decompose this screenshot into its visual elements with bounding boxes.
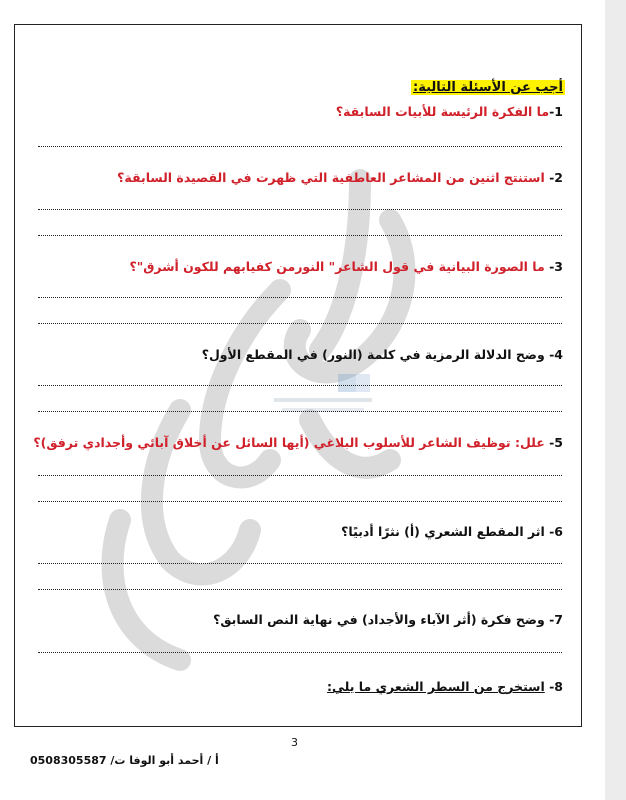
teacher-contact-footer: أ / أحمد أبو الوفا ت/ 0508305587 (30, 754, 219, 767)
question-2 (117, 170, 563, 185)
question-3 (129, 259, 563, 274)
question-7-text: وضح فكرة (أثر الآباء والأجداد) في نهاية النص السابق؟ (213, 612, 545, 627)
answer-line[interactable] (38, 589, 562, 590)
question-1 (336, 104, 563, 119)
question-8-text: استخرج من السطر الشعري ما يلي: (327, 679, 545, 694)
question-2-number: 2- (544, 170, 563, 185)
answer-line[interactable] (38, 563, 562, 564)
page-number: 3 (291, 736, 298, 749)
question-8-number: 8- (544, 679, 563, 694)
question-4-number: 4- (544, 347, 563, 362)
question-3-number: 3- (544, 259, 563, 274)
question-3-text: ما الصورة البيانية في قول الشاعر" النورمن كفيابهم للكون أشرق"؟ (129, 259, 545, 274)
faded-logo (268, 372, 378, 420)
answer-line[interactable] (38, 385, 562, 386)
question-7-number: 7- (544, 612, 563, 627)
answer-line[interactable] (38, 297, 562, 298)
question-4 (202, 347, 563, 362)
question-6-number: 6- (544, 524, 563, 539)
question-7 (213, 612, 563, 627)
answer-line[interactable] (38, 146, 562, 147)
question-8 (327, 679, 563, 694)
question-5-number: 5- (544, 435, 563, 450)
question-2-text: استنتج اثنين من المشاعر العاطفية التي ظهرت في القصيدة السابقة؟ (117, 170, 545, 185)
answer-line[interactable] (38, 475, 562, 476)
answer-line[interactable] (38, 501, 562, 502)
answer-line[interactable] (38, 235, 562, 236)
question-1-text: ما الفكرة الرئيسة للأبيات السابقة؟ (335, 104, 550, 119)
answer-line[interactable] (38, 323, 562, 324)
answer-line[interactable] (38, 652, 562, 653)
question-6-text: اثر المقطع الشعري (أ) نثرًا أدبيًا؟ (341, 524, 545, 539)
instructions-heading: أجب عن الأسئلة التالية: (413, 80, 563, 95)
question-1-number: 1- (549, 104, 563, 119)
answer-line[interactable] (38, 411, 562, 412)
question-5 (33, 435, 563, 450)
answer-line[interactable] (38, 209, 562, 210)
question-4-text: وضح الدلالة الرمزية في كلمة (النور) في المقطع الأول؟ (201, 347, 545, 362)
question-5-text: علل: توظيف الشاعر للأسلوب البلاغي (أيها السائل عن أخلاق آبائي وأجدادي ترفق)؟ (33, 435, 545, 450)
question-6 (341, 524, 563, 539)
